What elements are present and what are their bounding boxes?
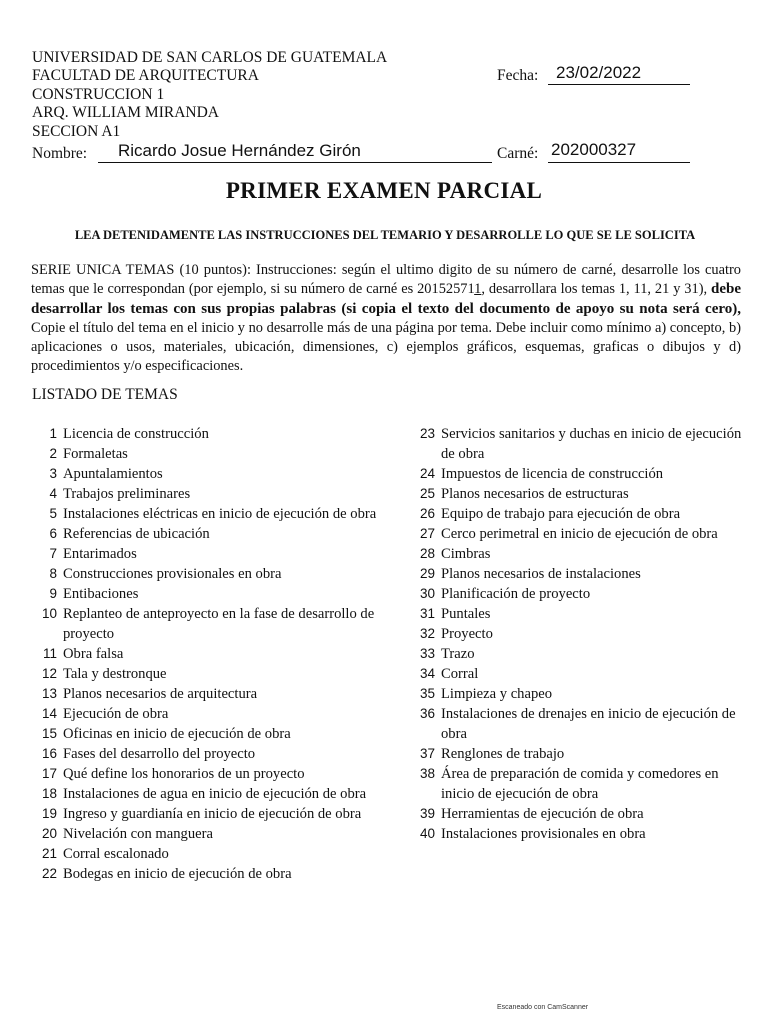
topic-item: [408, 764, 748, 804]
topics-list-title: LISTADO DE TEMAS: [32, 386, 178, 403]
topic-number: 21: [41, 846, 57, 861]
instructions-part3: Copie el título del tema en el inicio y no desarrolle más de una página por tema. Debe incluir como mínimo a) concepto, b) aplicaciones o usos, materiales, ubicación, dimensiones, c) ejemplos gráficos, esquemas, graficas o dibujos y d) procedimientos y/o especificaciones.: [31, 319, 741, 375]
topic-number: 6: [49, 526, 57, 541]
topic-item: [30, 744, 390, 764]
carne-label: Carné:: [497, 145, 539, 162]
instructions-part2: , desarrollara los temas 1, 11, 21 y 31),: [481, 281, 711, 298]
topic-number: 35: [419, 686, 435, 701]
topic-text: Planificación de proyecto: [441, 586, 591, 602]
topic-number: 18: [41, 786, 57, 801]
topic-text: Construcciones provisionales en obra: [63, 566, 282, 582]
topic-number: 9: [49, 586, 57, 601]
exam-title: PRIMER EXAMEN PARCIAL: [225, 178, 543, 203]
topic-item: [408, 664, 748, 684]
topic-text: Puntales: [441, 606, 491, 622]
topic-text: Cimbras: [441, 546, 491, 562]
topic-text: Trazo: [441, 646, 475, 662]
topic-item: [30, 704, 390, 724]
professor-name: ARQ. WILLIAM MIRANDA: [32, 104, 219, 121]
topic-text: Servicios sanitarios y duchas en inicio de ejecución de obra: [441, 426, 742, 462]
topic-number: 11: [42, 646, 57, 661]
topic-item: [408, 564, 748, 584]
topic-item: [408, 544, 748, 564]
instructions-bold-warning: debe desarrollar los temas con sus propias palabras (si copia el texto del documento de apoyo su nota será cero),: [31, 281, 741, 317]
section-name: SECCION A1: [32, 123, 121, 140]
topic-number: 25: [419, 486, 435, 501]
topic-number: 20: [41, 826, 57, 841]
topic-number: 19: [41, 806, 57, 821]
date-label: Fecha:: [497, 67, 539, 84]
topic-number: 13: [41, 686, 57, 701]
topic-number: 16: [41, 746, 57, 761]
topic-text: Herramientas de ejecución de obra: [441, 806, 644, 822]
topics-column-right: [408, 424, 748, 844]
name-label: Nombre:: [32, 145, 88, 162]
topic-item: [30, 864, 390, 884]
topic-number: 38: [419, 766, 435, 781]
topic-number: 24: [419, 466, 435, 481]
topic-item: [30, 804, 390, 824]
faculty-name: FACULTAD DE ARQUITECTURA: [32, 67, 259, 84]
topic-item: [408, 604, 748, 624]
topic-text: Ingreso y guardianía en inicio de ejecución de obra: [63, 806, 362, 822]
topic-item: [408, 684, 748, 704]
topic-text: Trabajos preliminares: [63, 486, 191, 502]
topic-number: 10: [41, 606, 57, 621]
topic-number: 15: [41, 726, 57, 741]
topic-item: [30, 764, 390, 784]
topic-item: [30, 484, 390, 504]
topic-item: [408, 464, 748, 484]
topic-item: [408, 484, 748, 504]
topic-item: [30, 784, 390, 804]
topic-text: Corral: [441, 666, 479, 682]
topic-item: [408, 584, 748, 604]
topic-text: Instalaciones de agua en inicio de ejecución de obra: [63, 786, 367, 802]
topic-item: [30, 444, 390, 464]
topic-text: Limpieza y chapeo: [441, 686, 553, 702]
topic-text: Bodegas en inicio de ejecución de obra: [63, 866, 292, 882]
topic-text: Nivelación con manguera: [63, 826, 213, 842]
topic-text: Entarimados: [63, 546, 137, 562]
topic-number: 37: [419, 746, 435, 761]
topic-number: 39: [419, 806, 435, 821]
topic-number: 1: [49, 426, 57, 441]
instructions-part1: SERIE UNICA TEMAS (10 puntos): Instrucciones: según el ultimo digito de su número de carné, desarrolle los cuatro temas que le correspondan (por ejemplo, si su número de carné es 20152571: [31, 262, 741, 298]
topic-item: [30, 464, 390, 484]
topic-number: 12: [41, 666, 57, 681]
topic-number: 5: [49, 506, 57, 521]
topic-item: [408, 524, 748, 544]
date-value: 23/02/2022: [556, 63, 642, 82]
topic-text: Instalaciones de drenajes en inicio de ejecución de obra: [441, 706, 736, 742]
topic-number: 14: [41, 706, 57, 721]
carne-value: 202000327: [551, 140, 637, 159]
topic-number: 29: [419, 566, 435, 581]
topic-item: [30, 844, 390, 864]
topic-text: Cerco perimetral en inicio de ejecución de obra: [441, 526, 718, 542]
topic-text: Entibaciones: [63, 586, 139, 602]
topic-number: 32: [419, 626, 435, 641]
topic-number: 36: [419, 706, 435, 721]
topic-item: [408, 824, 748, 844]
topic-number: 40: [419, 826, 435, 841]
topic-text: Instalaciones eléctricas en inicio de ejecución de obra: [63, 506, 377, 522]
topic-text: Renglones de trabajo: [441, 746, 565, 762]
topic-text: Ejecución de obra: [63, 706, 169, 722]
topic-number: 33: [419, 646, 435, 661]
topic-number: 17: [41, 766, 57, 781]
topic-number: 2: [49, 446, 57, 461]
topic-item: [30, 504, 390, 524]
instructions-underlined-digit: 1: [474, 281, 482, 298]
topic-text: Referencias de ubicación: [63, 526, 210, 542]
topic-text: Tala y destronque: [63, 666, 167, 682]
scanner-watermark: Escaneado con CamScanner: [497, 1004, 589, 1011]
topic-number: 23: [419, 426, 435, 441]
topic-item: [408, 744, 748, 764]
topic-item: [408, 804, 748, 824]
topic-item: [30, 824, 390, 844]
topic-item: [408, 704, 748, 744]
topic-number: 31: [419, 606, 435, 621]
topic-item: [30, 564, 390, 584]
topic-item: [30, 544, 390, 564]
topic-item: [408, 424, 748, 464]
topic-item: [30, 684, 390, 704]
topic-number: 4: [49, 486, 57, 501]
topic-text: Obra falsa: [63, 646, 124, 662]
topic-text: Planos necesarios de arquitectura: [63, 686, 258, 702]
topic-number: 22: [41, 866, 57, 881]
topic-text: Impuestos de licencia de construcción: [441, 466, 664, 482]
instructions-heading: LEA DETENIDAMENTE LAS INSTRUCCIONES DEL TEMARIO Y DESARROLLE LO QUE SE LE SOLICITA: [74, 228, 696, 242]
topic-text: Fases del desarrollo del proyecto: [63, 746, 256, 762]
topic-item: [30, 524, 390, 544]
topic-number: 3: [49, 466, 57, 481]
topic-item: [30, 644, 390, 664]
topic-number: 27: [419, 526, 435, 541]
topic-item: [408, 624, 748, 644]
topics-column-left: [30, 424, 390, 884]
topic-item: [30, 424, 390, 444]
topic-text: Planos necesarios de instalaciones: [441, 566, 641, 582]
university-name: UNIVERSIDAD DE SAN CARLOS DE GUATEMALA: [32, 49, 388, 66]
topic-text: Planos necesarios de estructuras: [441, 486, 629, 502]
topic-text: Área de preparación de comida y comedores en inicio de ejecución de obra: [441, 766, 719, 802]
topic-text: Oficinas en inicio de ejecución de obra: [63, 726, 291, 742]
name-value: Ricardo Josue Hernández Girón: [118, 141, 361, 160]
topic-text: Corral escalonado: [63, 846, 169, 862]
course-name: CONSTRUCCION 1: [32, 86, 165, 103]
topic-text: Apuntalamientos: [63, 466, 163, 482]
topic-text: Equipo de trabajo para ejecución de obra: [441, 506, 681, 522]
topic-number: 26: [419, 506, 435, 521]
topic-number: 8: [49, 566, 57, 581]
topic-text: Instalaciones provisionales en obra: [441, 826, 646, 842]
topic-text: Replanteo de anteproyecto en la fase de desarrollo de proyecto: [63, 606, 375, 642]
topic-text: Formaletas: [63, 446, 128, 462]
topic-item: [30, 664, 390, 684]
topic-item: [408, 644, 748, 664]
instructions-body: [31, 261, 741, 377]
topic-number: 30: [419, 586, 435, 601]
topic-text: Proyecto: [441, 626, 493, 642]
topic-text: Qué define los honorarios de un proyecto: [63, 766, 305, 782]
topic-number: 7: [49, 546, 57, 561]
topic-item: [408, 504, 748, 524]
topic-item: [30, 724, 390, 744]
topic-item: [30, 604, 390, 644]
topic-number: 28: [419, 546, 435, 561]
topic-item: [30, 584, 390, 604]
topic-text: Licencia de construcción: [63, 426, 209, 442]
topic-number: 34: [419, 666, 435, 681]
